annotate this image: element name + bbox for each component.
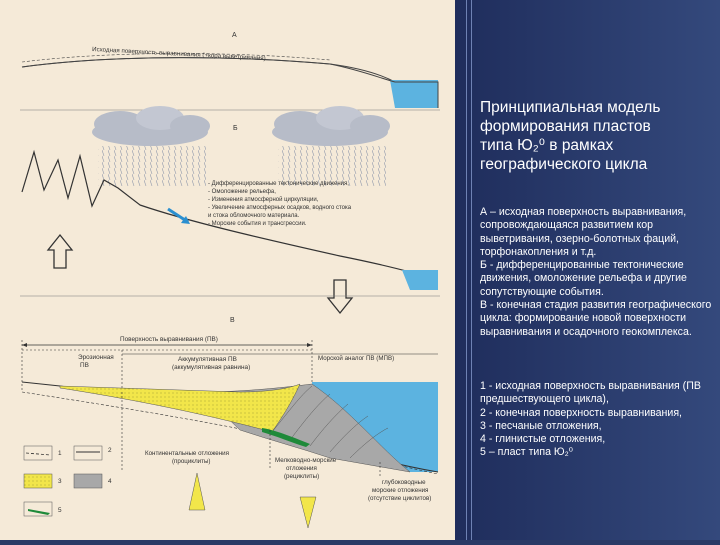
legend-list [480,380,712,460]
cloud-right [272,106,390,186]
stripe-2 [471,0,472,540]
legend-item-2: 2 - конечная поверхность выравнивания, [480,406,683,419]
stage-description [480,206,712,339]
sea-a [390,80,438,108]
svg-text:- Увеличение атмосферных осадк: - Увеличение атмосферных осадков, водного стока [208,205,352,211]
svg-text:1: 1 [58,450,62,457]
stripe-1 [466,0,467,540]
sea-b [402,270,438,290]
svg-text:- Морские события и трансгресс: - Морские события и трансгрессии. [208,221,307,227]
desc-a: А – исходная поверхность выравнивания, сопровождающаяся развитием кор выветривания, озерно-болотных фаций, торфонакопления и т.д. [480,206,687,258]
pv-label: Поверхность выравнивания (ПВ) [120,336,218,343]
marine-pv-label: Морской аналог ПВ (МПВ) [318,355,395,362]
desc-c: В - конечная стадия развития географического цикла: формирование новой поверхности выравнивания и осадочного геокомплекса. [480,299,712,338]
factors-list [208,181,352,227]
svg-text:- Дифференцированные тектониче: - Дифференцированные тектонические движения, [208,181,349,187]
shallow-label: Мелководно-морские отложения (рециклиты) [275,457,337,480]
svg-text:- Изменения атмосферной циркул: - Изменения атмосферной циркуляции, [208,197,319,203]
legend-item-5: 5 – пласт типа Ю₂⁰ [480,446,573,459]
legend [24,446,112,516]
svg-text:3: 3 [58,478,62,485]
initial-surface-label: Исходная поверхность выравнивания (+кора выветривания) [91,46,266,63]
svg-text:и стока обломочного материала.: и стока обломочного материала. [208,213,300,219]
svg-text:5: 5 [58,507,62,514]
erosion-pv-label: Эрозионная ПВ [78,354,114,369]
stage-a-label: А [232,32,237,39]
recyclite-triangle [300,497,316,528]
desc-b: Б - дифференцированные тектонические движения, омоложение рельефа и другие сопутствующие события. [480,259,687,298]
svg-text:4: 4 [108,478,112,485]
procyclite-triangle [189,473,205,510]
sand-wedge [60,384,300,432]
legend-item-4: 4 - глинистые отложения, [480,433,606,446]
stage-c-label: В [230,317,235,324]
subsidence-arrow-icon [328,280,352,313]
continental-label: Континентальные отложения (проциклиты) [145,450,229,465]
deep-label: глубоководные морские отложения (отсутствие циклитов) [368,479,432,502]
slide-title: Принципиальная модель формирования пластов типа Ю₂⁰ в рамках географического цикла [480,99,661,173]
ground-a [22,58,438,108]
svg-text:- Омоложение рельефа,: - Омоложение рельефа, [208,189,276,195]
svg-text:2: 2 [108,447,112,454]
stage-b-label: Б [233,125,238,132]
uplift-arrow-icon [48,235,72,268]
accum-pv-label: Аккумулятивная ПВ (аккумулятивная равнина) [172,356,251,371]
cloud-left [92,106,210,186]
legend-item-3: 3 - песчаные отложения, [480,419,602,432]
legend-item-1: 1 - исходная поверхность выравнивания (ПВ предшествующего цикла), [480,380,701,406]
